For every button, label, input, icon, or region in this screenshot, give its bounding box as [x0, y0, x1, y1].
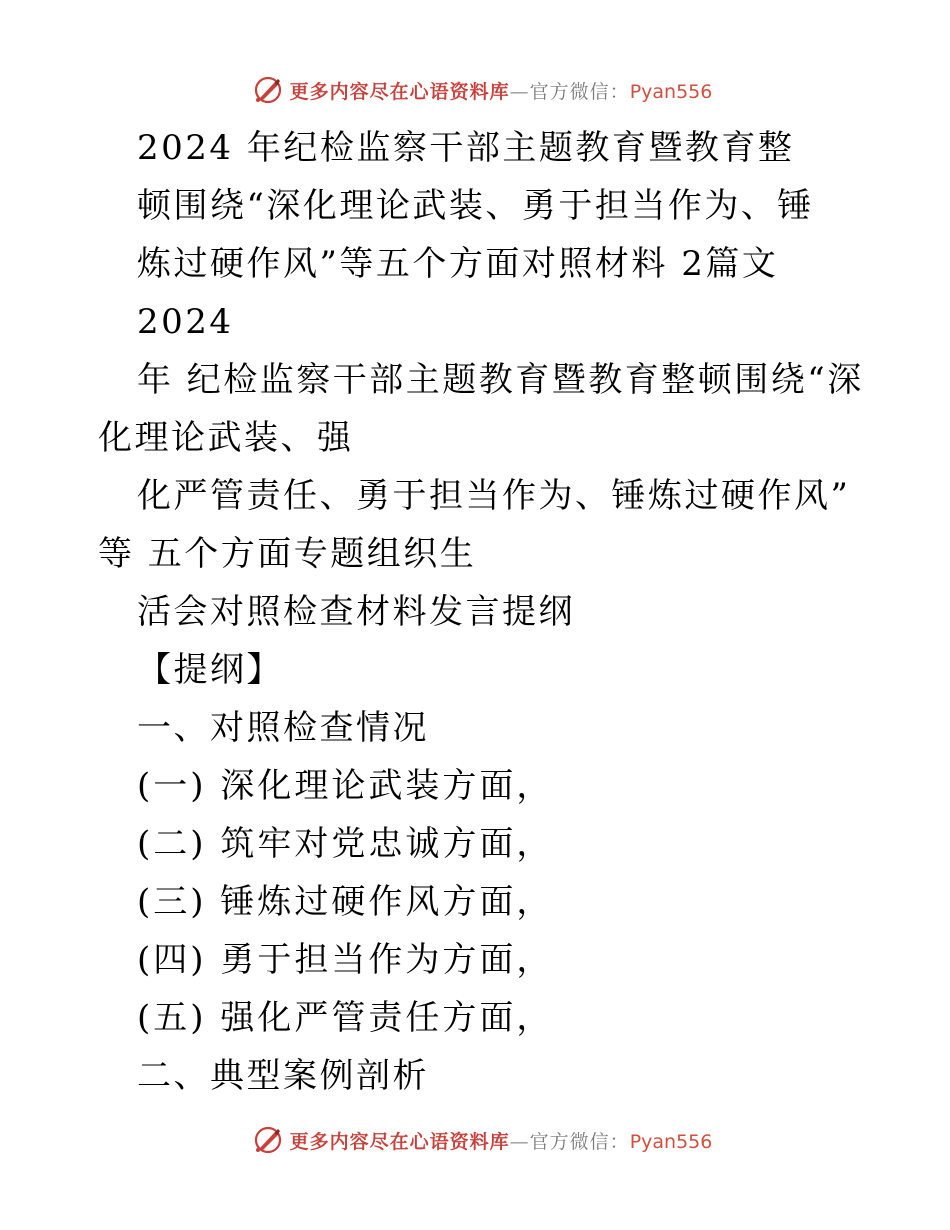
quill-pen-logo-icon [252, 1124, 284, 1156]
outline-item-2: (二) 筑牢对党忠诚方面， [137, 824, 554, 864]
body-line-2: 年 纪检监察干部主题教育暨教育整顿围绕“深 [137, 360, 864, 400]
watermark-separator: — [509, 80, 530, 103]
outline-item-4: (四) 勇于担当作为方面， [137, 940, 554, 980]
title-line-2: 顿围绕“深化理论武装、勇于担当作为、锤 [137, 186, 814, 226]
watermark-label: 官方微信： [529, 1130, 630, 1153]
watermark-site: 更多内容尽在心语资料库 [289, 80, 510, 103]
body-line-4: 化严管责任、勇于担当作为、锤炼过硬作风” [137, 476, 851, 516]
watermark-site: 更多内容尽在心语资料库 [289, 1130, 510, 1153]
body-line-3: 化理论武装、强 [98, 418, 354, 458]
title-line-1: 2024 年纪检监察干部主题教育暨教育整 [137, 128, 795, 168]
watermark-id: Pyan556 [629, 80, 713, 103]
watermark-banner-top [0, 70, 950, 110]
watermark-text [290, 77, 713, 104]
body-line-6: 活会对照检查材料发言提纲 [137, 592, 575, 632]
quill-pen-logo-icon [252, 74, 284, 106]
body-line-1: 2024 [137, 302, 234, 342]
outline-item-3: (三) 锤炼过硬作风方面， [137, 882, 554, 922]
watermark-banner-bottom [0, 1120, 950, 1160]
outline-item-5: (五) 强化严管责任方面， [137, 998, 554, 1038]
watermark-text [290, 1127, 713, 1154]
outline-heading: 【提纲】 [137, 650, 283, 690]
body-line-5: 等 五个方面专题组织生 [98, 534, 477, 574]
title-line-3: 炼过硬作风”等五个方面对照材料 2篇文 [137, 244, 779, 284]
watermark-id: Pyan556 [629, 1130, 713, 1153]
outline-item-1: (一) 深化理论武装方面， [137, 766, 554, 806]
watermark-label: 官方微信： [529, 80, 630, 103]
section-heading-one: 一、对照检查情况 [137, 708, 429, 748]
watermark-separator: — [509, 1130, 530, 1153]
section-heading-two: 二、典型案例剖析 [137, 1056, 429, 1096]
